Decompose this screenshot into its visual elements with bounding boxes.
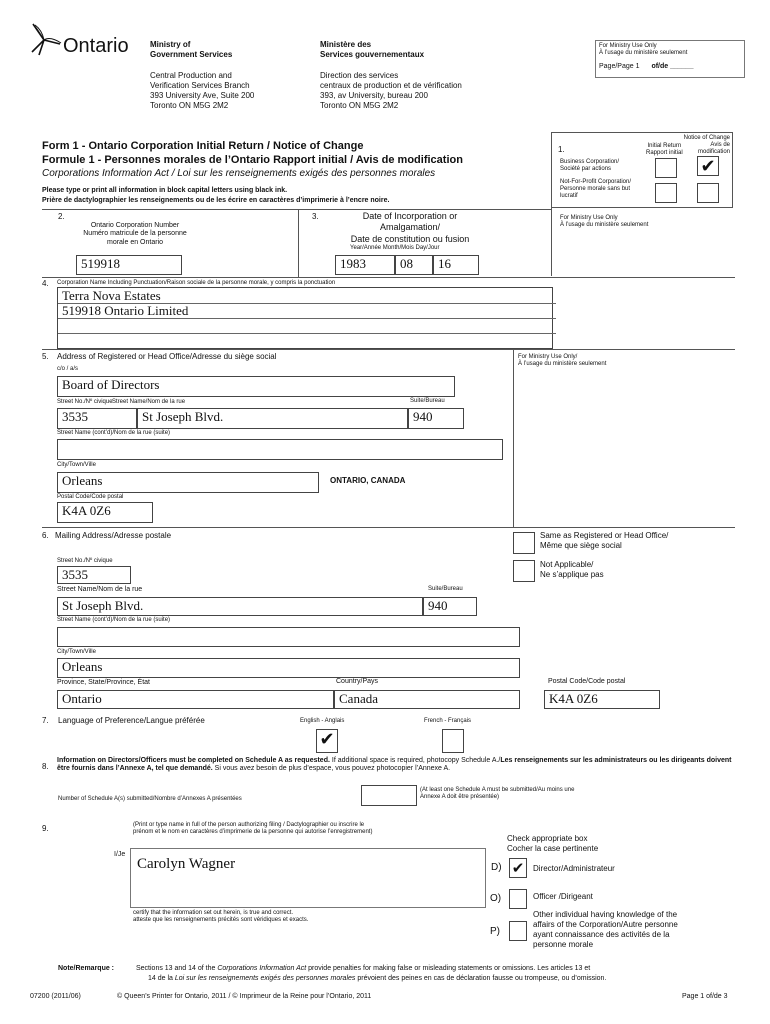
city-field-6[interactable]: Orleans <box>57 658 520 678</box>
copyright: © Queen’s Printer for Ontario, 2011 / © Imprimeur de la Reine pour l’Ontario, 2011 <box>117 993 372 1000</box>
nonprofit-label: Not-For-Profit Corporation/ Personne morale sans but lucratif <box>560 179 632 199</box>
note-text: Sections 13 and 14 of the <box>136 965 218 972</box>
form-title-en: Form 1 - Ontario Corporation Initial Return / Notice of Change <box>42 140 364 152</box>
page-label: Page/Page 1 <box>599 63 640 70</box>
province-label-6: Province, State/Province, État <box>57 679 150 686</box>
ije-label: I/Je <box>114 851 126 858</box>
not-applicable-checkbox[interactable] <box>513 560 535 582</box>
check-appropriate-label: Check appropriate box Cocher la case pertinente <box>507 834 599 853</box>
street-cont-label-5: Street Name (cont’d)/Nom de la rue (suite) <box>57 430 171 436</box>
corp-name-label: Corporation Name Including Punctuation/Raison sociale de la personne morale, y compris la ponctuation <box>57 280 336 286</box>
mailing-address-label: Mailing Address/Adresse postale <box>55 531 172 540</box>
section-9-number: 9. <box>42 824 49 833</box>
street-name-field-5[interactable]: St Joseph Blvd. <box>137 408 408 429</box>
country-field-6[interactable]: Canada <box>334 690 520 709</box>
same-as-label: Same as Registered or Head Office/ Même que siège social <box>540 531 669 550</box>
ministry-address-en: Central Production and Verification Services Branch 393 University Ave, Suite 200 Toronto ON M5G 2M2 <box>150 71 255 110</box>
trillium-icon <box>30 22 64 60</box>
city-field-5[interactable]: Orleans <box>57 472 319 493</box>
city-label-5: City/Town/Ville <box>57 462 96 468</box>
corp-number-label: Ontario Corporation Number Numéro matricule de la personne morale en Ontario <box>83 222 187 246</box>
province-static-5: ONTARIO, CANADA <box>330 476 406 485</box>
section-1-number: 1. <box>558 145 565 154</box>
divider-line <box>42 527 735 528</box>
note-label: Note/Remarque : <box>58 965 115 972</box>
logo-text: Ontario <box>63 35 129 57</box>
french-checkbox[interactable] <box>442 729 464 753</box>
corp-name-line-1[interactable]: Terra Nova Estates <box>58 288 556 304</box>
postal-label-6: Postal Code/Code postal <box>548 678 626 685</box>
incorporation-day-field[interactable]: 16 <box>433 255 479 275</box>
authorizing-name: Carolyn Wagner <box>137 856 236 872</box>
ministry-use-label-3: For Ministry Use Only/ À l’usage du ministère seulement <box>518 354 607 367</box>
suite-label-5: Suite/Bureau <box>410 398 445 404</box>
other-label: Other individual having knowledge of the affairs of the Corporation/Autre personne ayant connaissance des activités de la personne morale <box>533 910 678 949</box>
date-sublabel: Year/Année Month/Mois Day/Jour <box>350 245 440 251</box>
corp-number-field[interactable]: 519918 <box>76 255 182 275</box>
note-line-2 <box>148 975 606 983</box>
ministry-use-box-top <box>595 40 745 78</box>
postal-field-5[interactable]: K4A 0Z6 <box>57 502 153 523</box>
schedule-count-label: Number of Schedule A(s) submitted/Nombre d’Annexes A présentées <box>58 796 242 802</box>
street-no-field-6[interactable]: 3535 <box>57 566 131 584</box>
street-cont-field-5[interactable] <box>57 439 503 460</box>
incorporation-date-label: Date of Incorporation or Amalgamation/ Date de constitution ou fusion <box>350 211 470 244</box>
section-8-bold-1: Information on Directors/Officers must be completed on Schedule A as requested. <box>57 757 330 764</box>
section-8-number: 8. <box>42 762 49 771</box>
of-label: of/de ______ <box>651 63 694 70</box>
street-no-field-5[interactable]: 3535 <box>57 408 137 429</box>
co-field[interactable]: Board of Directors <box>57 376 455 397</box>
english-checkbox[interactable]: ✔ <box>316 729 338 753</box>
instruction-en: Please type or print all information in block capital letters using black ink. <box>42 187 288 194</box>
form-act: Corporations Information Act / Loi sur les renseignements exigés des personnes morales <box>42 168 436 179</box>
nonprofit-initial-checkbox[interactable] <box>655 183 677 203</box>
form-title-fr: Formule 1 - Personnes morales de l’Ontario Rapport initial / Avis de modification <box>42 154 463 166</box>
suite-field-5[interactable]: 940 <box>408 408 464 429</box>
registered-office-label: Address of Registered or Head Office/Adresse du siège social <box>57 352 277 361</box>
authorizing-name-field[interactable] <box>130 848 486 908</box>
divider-line <box>513 349 514 527</box>
divider-line <box>42 209 551 210</box>
province-field-6[interactable]: Ontario <box>57 690 334 709</box>
business-notice-checkbox[interactable]: ✔ <box>697 156 719 176</box>
section-2-number: 2. <box>58 212 65 221</box>
officer-checkbox[interactable] <box>509 889 527 909</box>
initial-return-label: Initial Return Rapport initial <box>646 143 683 156</box>
incorporation-year-field[interactable]: 1983 <box>335 255 395 275</box>
director-checkbox[interactable]: ✔ <box>509 858 527 878</box>
street-no-label-6: Street No./Nº civique <box>57 558 113 564</box>
street-name-field-6[interactable]: St Joseph Blvd. <box>57 597 423 616</box>
note-act-en: Corporations Information Act <box>217 965 307 972</box>
divider-line <box>42 349 735 350</box>
section-8-plain-2: Si vous avez besoin de plus d’espace, vous pouvez photocopier l’Annexe A. <box>212 765 451 773</box>
street-cont-field-6[interactable] <box>57 627 520 647</box>
street-no-label-5: Street No./Nº civique <box>57 399 113 405</box>
ministry-name-en: Ministry of Government Services <box>150 40 233 59</box>
incorporation-month-field[interactable]: 08 <box>395 255 433 275</box>
city-label-6: City/Town/Ville <box>57 649 96 655</box>
ministry-use-label-2: For Ministry Use Only À l’usage du ministère seulement <box>560 215 649 228</box>
director-label: Director/Administrateur <box>533 864 615 873</box>
ministry-use-label: For Ministry Use Only À l’usage du ministère seulement <box>599 43 688 56</box>
ontario-logo <box>30 22 140 62</box>
corp-name-line-4[interactable] <box>58 333 556 348</box>
country-label-6: Country/Pays <box>336 678 379 685</box>
divider-line <box>298 209 299 277</box>
instruction-fr: Prière de dactylographier les renseignements ou de les écrire en caractères d’imprimerie à l’encre noire. <box>42 197 390 204</box>
section-8-text <box>57 757 737 774</box>
officer-label: Officer /Dirigeant <box>533 892 593 901</box>
page-number: Page 1 of/de 3 <box>682 993 728 1000</box>
certify-text: certify that the information set out herein, is true and correct. atteste que les renseignements précités sont véridiques et exacts. <box>133 910 309 923</box>
language-label: Language of Preference/Langue préférée <box>58 716 205 725</box>
nonprofit-notice-checkbox[interactable] <box>697 183 719 203</box>
business-initial-checkbox[interactable] <box>655 158 677 178</box>
form-code: 07200 (2011/06) <box>30 993 81 1000</box>
schedule-count-field[interactable] <box>361 785 417 806</box>
street-cont-label-6: Street Name (cont’d)/Nom de la rue (suite) <box>57 617 171 623</box>
divider-line <box>42 277 735 278</box>
ministry-name-fr: Ministère des Services gouvernementaux <box>320 40 425 59</box>
corp-name-line-2[interactable]: 519918 Ontario Limited <box>58 303 556 319</box>
note-text: provide penalties for making false or misleading statements or omissions. Les articles 13 et <box>306 965 591 972</box>
section-4-number: 4. <box>42 279 49 288</box>
authorizing-instruction: (Print or type name in full of the person authorizing filing / Dactylographier ou inscrire le prénom et le nom en caractères d’imprimerie de la personne qui autorise l’enregistrement) <box>133 822 373 835</box>
section-3-number: 3. <box>312 212 319 221</box>
note-line-1 <box>136 965 590 973</box>
other-checkbox[interactable] <box>509 921 527 941</box>
business-corp-label: Business Corporation/ Société par actions <box>560 159 620 172</box>
section-5-number: 5. <box>42 352 49 361</box>
street-name-label-6: Street Name/Nom de la rue <box>57 586 143 593</box>
english-label: English - Anglais <box>300 718 345 724</box>
schedule-note: (At least one Schedule A must be submitted/Au moins une Annexe A doit être présentée) <box>420 787 575 800</box>
co-label: c/o / a/s <box>57 366 79 372</box>
other-letter: P) <box>490 926 500 937</box>
director-letter: D) <box>491 862 502 873</box>
section-7-number: 7. <box>42 716 49 725</box>
section-8-plain-1: If additional space is required, photocopy Schedule A./ <box>329 757 501 764</box>
street-name-label-5: Street Name/Nom de la rue <box>112 399 186 405</box>
french-label: French - Français <box>424 718 472 724</box>
corp-name-line-3[interactable] <box>58 318 556 334</box>
ministry-address-fr: Direction des services centraux de production et de vérification 393, av University, bureau 200 Toronto ON M5G 2M2 <box>320 71 462 110</box>
note-act-fr: Loi sur les renseignements exigés des personnes morales <box>174 975 356 982</box>
note-text: prévoient des peines en cas de déclaration fausse ou trompeuse, ou d’omission. <box>355 975 607 982</box>
postal-field-6[interactable]: K4A 0Z6 <box>544 690 660 709</box>
not-applicable-label: Not Applicable/ Ne s’applique pas <box>540 560 604 579</box>
note-text: 14 de la <box>148 975 175 982</box>
section-6-number: 6. <box>42 531 49 540</box>
officer-letter: O) <box>490 893 502 904</box>
suite-field-6[interactable]: 940 <box>423 597 477 616</box>
divider-line <box>551 208 552 276</box>
section-8-bold-2: Les renseignements sur les administrateurs ou les dirigeants doivent être fournis dans l’Annexe A, tel que demandé. <box>57 757 732 773</box>
same-as-checkbox[interactable] <box>513 532 535 554</box>
postal-label-5: Postal Code/Code postal <box>57 494 124 500</box>
suite-label-6: Suite/Bureau <box>428 586 463 592</box>
notice-of-change-label: Notice of Change Avis de modification <box>683 135 730 155</box>
